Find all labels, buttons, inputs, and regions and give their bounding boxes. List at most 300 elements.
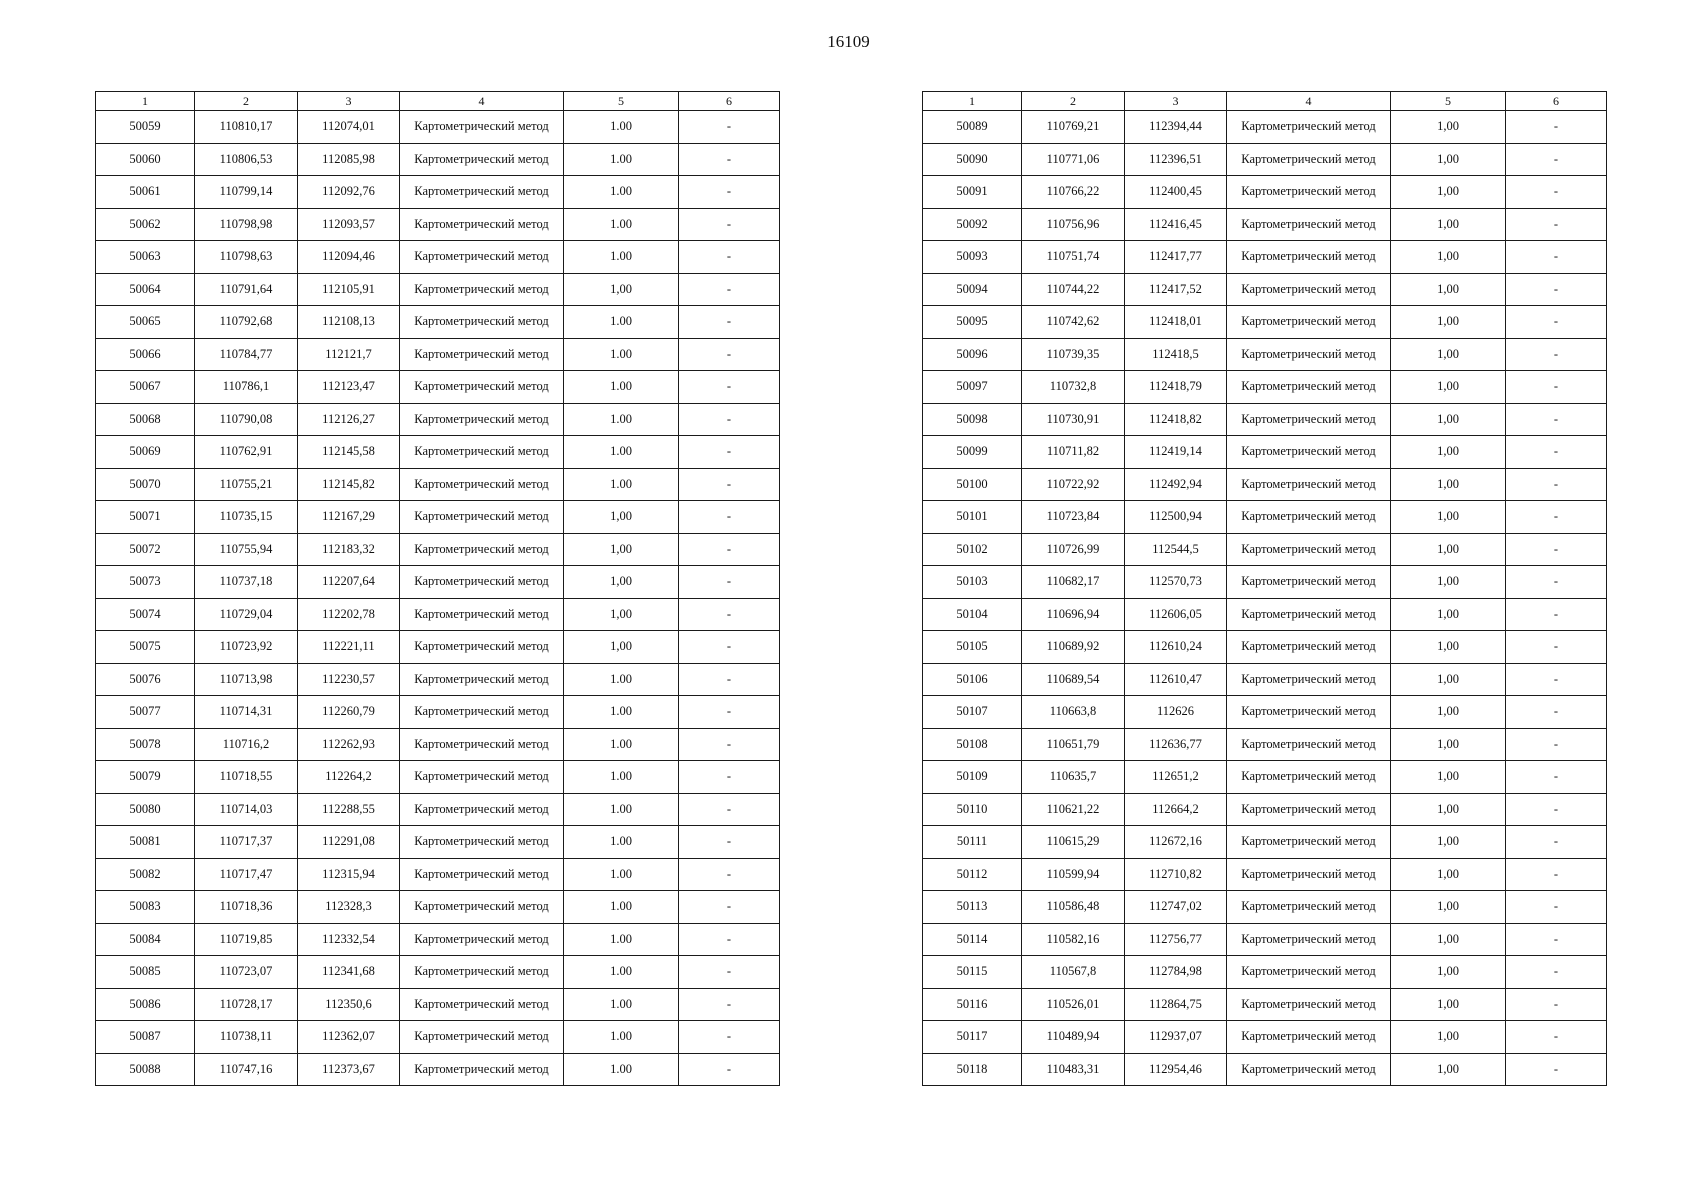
note-cell: - [1506, 631, 1607, 664]
y-coordinate-cell: 112672,16 [1125, 826, 1227, 859]
table-row [923, 241, 1607, 274]
precision-cell: 1,00 [1391, 306, 1506, 339]
precision-cell: 1,00 [564, 598, 679, 631]
note-cell: - [1506, 826, 1607, 859]
y-coordinate-cell: 112332,54 [298, 923, 400, 956]
y-coordinate-cell: 112288,55 [298, 793, 400, 826]
point-number-cell: 50080 [96, 793, 195, 826]
note-cell: - [1506, 988, 1607, 1021]
note-cell: - [679, 371, 780, 404]
method-cell: Картометрический метод [1227, 728, 1391, 761]
y-coordinate-cell: 112544,5 [1125, 533, 1227, 566]
column-header: 5 [1391, 92, 1506, 111]
point-number-cell: 50060 [96, 143, 195, 176]
y-coordinate-cell: 112418,82 [1125, 403, 1227, 436]
point-number-cell: 50097 [923, 371, 1022, 404]
point-number-cell: 50084 [96, 923, 195, 956]
method-cell: Картометрический метод [1227, 436, 1391, 469]
note-cell: - [1506, 696, 1607, 729]
note-cell: - [679, 988, 780, 1021]
note-cell: - [679, 143, 780, 176]
precision-cell: 1.00 [564, 1053, 679, 1086]
table-row [923, 663, 1607, 696]
x-coordinate-cell: 110567,8 [1022, 956, 1125, 989]
table-row [923, 273, 1607, 306]
method-cell: Картометрический метод [400, 566, 564, 599]
precision-cell: 1,00 [1391, 728, 1506, 761]
table-row [923, 566, 1607, 599]
point-number-cell: 50103 [923, 566, 1022, 599]
note-cell: - [1506, 403, 1607, 436]
y-coordinate-cell: 112417,52 [1125, 273, 1227, 306]
table-row [96, 403, 780, 436]
precision-cell: 1.00 [564, 793, 679, 826]
method-cell: Картометрический метод [1227, 306, 1391, 339]
x-coordinate-cell: 110716,2 [195, 728, 298, 761]
note-cell: - [679, 631, 780, 664]
point-number-cell: 50071 [96, 501, 195, 534]
y-coordinate-cell: 112291,08 [298, 826, 400, 859]
table-row [923, 208, 1607, 241]
point-number-cell: 50117 [923, 1021, 1022, 1054]
method-cell: Картометрический метод [400, 793, 564, 826]
precision-cell: 1.00 [564, 761, 679, 794]
y-coordinate-cell: 112636,77 [1125, 728, 1227, 761]
precision-cell: 1,00 [1391, 241, 1506, 274]
method-cell: Картометрический метод [400, 208, 564, 241]
point-number-cell: 50107 [923, 696, 1022, 729]
y-coordinate-cell: 112262,93 [298, 728, 400, 761]
point-number-cell: 50096 [923, 338, 1022, 371]
precision-cell: 1.00 [564, 663, 679, 696]
point-number-cell: 50111 [923, 826, 1022, 859]
y-coordinate-cell: 112418,5 [1125, 338, 1227, 371]
note-cell: - [1506, 566, 1607, 599]
table-header-row [923, 92, 1607, 111]
method-cell: Картометрический метод [400, 241, 564, 274]
note-cell: - [679, 403, 780, 436]
note-cell: - [1506, 761, 1607, 794]
method-cell: Картометрический метод [1227, 208, 1391, 241]
coordinates-table-left [95, 91, 780, 1086]
x-coordinate-cell: 110696,94 [1022, 598, 1125, 631]
precision-cell: 1,00 [1391, 501, 1506, 534]
x-coordinate-cell: 110717,37 [195, 826, 298, 859]
table-row [96, 208, 780, 241]
point-number-cell: 50114 [923, 923, 1022, 956]
method-cell: Картометрический метод [1227, 241, 1391, 274]
column-header: 6 [679, 92, 780, 111]
table-row [96, 761, 780, 794]
note-cell: - [1506, 338, 1607, 371]
note-cell: - [1506, 111, 1607, 144]
note-cell: - [1506, 241, 1607, 274]
point-number-cell: 50089 [923, 111, 1022, 144]
method-cell: Картометрический метод [1227, 176, 1391, 209]
table-row [96, 1053, 780, 1086]
y-coordinate-cell: 112145,58 [298, 436, 400, 469]
point-number-cell: 50099 [923, 436, 1022, 469]
column-header: 3 [1125, 92, 1227, 111]
table-row [96, 501, 780, 534]
x-coordinate-cell: 110483,31 [1022, 1053, 1125, 1086]
table-header-row [96, 92, 780, 111]
precision-cell: 1.00 [564, 338, 679, 371]
method-cell: Картометрический метод [1227, 468, 1391, 501]
x-coordinate-cell: 110798,63 [195, 241, 298, 274]
y-coordinate-cell: 112121,7 [298, 338, 400, 371]
page-number: 16109 [827, 32, 870, 51]
y-coordinate-cell: 112394,44 [1125, 111, 1227, 144]
method-cell: Картометрический метод [400, 696, 564, 729]
x-coordinate-cell: 110651,79 [1022, 728, 1125, 761]
point-number-cell: 50094 [923, 273, 1022, 306]
y-coordinate-cell: 112626 [1125, 696, 1227, 729]
table-row [96, 631, 780, 664]
note-cell: - [679, 436, 780, 469]
table-row [923, 988, 1607, 1021]
y-coordinate-cell: 112570,73 [1125, 566, 1227, 599]
point-number-cell: 50110 [923, 793, 1022, 826]
x-coordinate-cell: 110762,91 [195, 436, 298, 469]
x-coordinate-cell: 110766,22 [1022, 176, 1125, 209]
y-coordinate-cell: 112418,79 [1125, 371, 1227, 404]
x-coordinate-cell: 110635,7 [1022, 761, 1125, 794]
x-coordinate-cell: 110732,8 [1022, 371, 1125, 404]
y-coordinate-cell: 112373,67 [298, 1053, 400, 1086]
note-cell: - [1506, 208, 1607, 241]
precision-cell: 1,00 [1391, 663, 1506, 696]
method-cell: Картометрический метод [1227, 988, 1391, 1021]
note-cell: - [1506, 273, 1607, 306]
x-coordinate-cell: 110738,11 [195, 1021, 298, 1054]
point-number-cell: 50078 [96, 728, 195, 761]
note-cell: - [1506, 793, 1607, 826]
y-coordinate-cell: 112396,51 [1125, 143, 1227, 176]
x-coordinate-cell: 110586,48 [1022, 891, 1125, 924]
note-cell: - [679, 501, 780, 534]
note-cell: - [679, 306, 780, 339]
point-number-cell: 50098 [923, 403, 1022, 436]
table-row [923, 696, 1607, 729]
precision-cell: 1.00 [564, 696, 679, 729]
method-cell: Картометрический метод [400, 598, 564, 631]
precision-cell: 1,00 [1391, 338, 1506, 371]
point-number-cell: 50061 [96, 176, 195, 209]
note-cell: - [679, 533, 780, 566]
precision-cell: 1.00 [564, 143, 679, 176]
method-cell: Картометрический метод [1227, 696, 1391, 729]
point-number-cell: 50069 [96, 436, 195, 469]
note-cell: - [1506, 1053, 1607, 1086]
x-coordinate-cell: 110798,98 [195, 208, 298, 241]
method-cell: Картометрический метод [1227, 956, 1391, 989]
x-coordinate-cell: 110689,92 [1022, 631, 1125, 664]
point-number-cell: 50082 [96, 858, 195, 891]
method-cell: Картометрический метод [1227, 1053, 1391, 1086]
precision-cell: 1,00 [1391, 1053, 1506, 1086]
table-row [96, 988, 780, 1021]
method-cell: Картометрический метод [1227, 793, 1391, 826]
point-number-cell: 50077 [96, 696, 195, 729]
y-coordinate-cell: 112651,2 [1125, 761, 1227, 794]
x-coordinate-cell: 110735,15 [195, 501, 298, 534]
x-coordinate-cell: 110719,85 [195, 923, 298, 956]
x-coordinate-cell: 110737,18 [195, 566, 298, 599]
y-coordinate-cell: 112260,79 [298, 696, 400, 729]
precision-cell: 1,00 [1391, 696, 1506, 729]
x-coordinate-cell: 110742,62 [1022, 306, 1125, 339]
precision-cell: 1.00 [564, 956, 679, 989]
x-coordinate-cell: 110582,16 [1022, 923, 1125, 956]
x-coordinate-cell: 110739,35 [1022, 338, 1125, 371]
precision-cell: 1.00 [564, 371, 679, 404]
y-coordinate-cell: 112610,24 [1125, 631, 1227, 664]
x-coordinate-cell: 110599,94 [1022, 858, 1125, 891]
x-coordinate-cell: 110784,77 [195, 338, 298, 371]
table-row [923, 1021, 1607, 1054]
y-coordinate-cell: 112954,46 [1125, 1053, 1227, 1086]
note-cell: - [679, 956, 780, 989]
note-cell: - [1506, 956, 1607, 989]
x-coordinate-cell: 110526,01 [1022, 988, 1125, 1021]
y-coordinate-cell: 112126,27 [298, 403, 400, 436]
y-coordinate-cell: 112341,68 [298, 956, 400, 989]
x-coordinate-cell: 110790,08 [195, 403, 298, 436]
point-number-cell: 50085 [96, 956, 195, 989]
x-coordinate-cell: 110771,06 [1022, 143, 1125, 176]
method-cell: Картометрический метод [400, 1053, 564, 1086]
table-row [96, 858, 780, 891]
x-coordinate-cell: 110806,53 [195, 143, 298, 176]
x-coordinate-cell: 110718,55 [195, 761, 298, 794]
y-coordinate-cell: 112492,94 [1125, 468, 1227, 501]
table-row [923, 858, 1607, 891]
point-number-cell: 50067 [96, 371, 195, 404]
note-cell: - [679, 273, 780, 306]
table-body-left [96, 111, 780, 1086]
table-row [96, 891, 780, 924]
precision-cell: 1,00 [1391, 598, 1506, 631]
precision-cell: 1,00 [564, 631, 679, 664]
method-cell: Картометрический метод [1227, 403, 1391, 436]
method-cell: Картометрический метод [400, 956, 564, 989]
point-number-cell: 50104 [923, 598, 1022, 631]
x-coordinate-cell: 110723,07 [195, 956, 298, 989]
y-coordinate-cell: 112108,13 [298, 306, 400, 339]
table-row [96, 371, 780, 404]
precision-cell: 1.00 [564, 826, 679, 859]
note-cell: - [679, 1053, 780, 1086]
point-number-cell: 50113 [923, 891, 1022, 924]
precision-cell: 1,00 [1391, 923, 1506, 956]
method-cell: Картометрический метод [400, 631, 564, 664]
point-number-cell: 50065 [96, 306, 195, 339]
precision-cell: 1.00 [564, 436, 679, 469]
point-number-cell: 50075 [96, 631, 195, 664]
y-coordinate-cell: 112230,57 [298, 663, 400, 696]
method-cell: Картометрический метод [400, 501, 564, 534]
note-cell: - [679, 241, 780, 274]
method-cell: Картометрический метод [1227, 891, 1391, 924]
method-cell: Картометрический метод [1227, 533, 1391, 566]
y-coordinate-cell: 112315,94 [298, 858, 400, 891]
table-row [923, 403, 1607, 436]
table-row [96, 598, 780, 631]
y-coordinate-cell: 112093,57 [298, 208, 400, 241]
precision-cell: 1,00 [1391, 208, 1506, 241]
x-coordinate-cell: 110714,03 [195, 793, 298, 826]
x-coordinate-cell: 110792,68 [195, 306, 298, 339]
note-cell: - [1506, 468, 1607, 501]
note-cell: - [679, 566, 780, 599]
y-coordinate-cell: 112264,2 [298, 761, 400, 794]
table-row [923, 1053, 1607, 1086]
table-row [96, 566, 780, 599]
point-number-cell: 50070 [96, 468, 195, 501]
point-number-cell: 50116 [923, 988, 1022, 1021]
method-cell: Картометрический метод [400, 338, 564, 371]
note-cell: - [679, 891, 780, 924]
precision-cell: 1,00 [1391, 273, 1506, 306]
x-coordinate-cell: 110713,98 [195, 663, 298, 696]
method-cell: Картометрический метод [400, 306, 564, 339]
table-row [923, 761, 1607, 794]
point-number-cell: 50095 [923, 306, 1022, 339]
table-row [923, 306, 1607, 339]
precision-cell: 1,00 [1391, 826, 1506, 859]
x-coordinate-cell: 110621,22 [1022, 793, 1125, 826]
precision-cell: 1,00 [1391, 111, 1506, 144]
y-coordinate-cell: 112664,2 [1125, 793, 1227, 826]
table-row [923, 533, 1607, 566]
precision-cell: 1,00 [1391, 988, 1506, 1021]
precision-cell: 1.00 [564, 208, 679, 241]
precision-cell: 1,00 [1391, 468, 1506, 501]
table-row [923, 728, 1607, 761]
precision-cell: 1,00 [564, 566, 679, 599]
table-row [96, 923, 780, 956]
point-number-cell: 50092 [923, 208, 1022, 241]
y-coordinate-cell: 112864,75 [1125, 988, 1227, 1021]
point-number-cell: 50109 [923, 761, 1022, 794]
method-cell: Картометрический метод [1227, 501, 1391, 534]
y-coordinate-cell: 112145,82 [298, 468, 400, 501]
y-coordinate-cell: 112756,77 [1125, 923, 1227, 956]
note-cell: - [679, 793, 780, 826]
note-cell: - [679, 728, 780, 761]
note-cell: - [1506, 436, 1607, 469]
precision-cell: 1.00 [564, 858, 679, 891]
precision-cell: 1,00 [1391, 403, 1506, 436]
point-number-cell: 50088 [96, 1053, 195, 1086]
precision-cell: 1.00 [564, 111, 679, 144]
point-number-cell: 50087 [96, 1021, 195, 1054]
y-coordinate-cell: 112221,11 [298, 631, 400, 664]
x-coordinate-cell: 110744,22 [1022, 273, 1125, 306]
y-coordinate-cell: 112202,78 [298, 598, 400, 631]
precision-cell: 1,00 [1391, 631, 1506, 664]
point-number-cell: 50066 [96, 338, 195, 371]
precision-cell: 1,00 [1391, 761, 1506, 794]
method-cell: Картометрический метод [400, 891, 564, 924]
y-coordinate-cell: 112747,02 [1125, 891, 1227, 924]
y-coordinate-cell: 112362,07 [298, 1021, 400, 1054]
point-number-cell: 50100 [923, 468, 1022, 501]
precision-cell: 1,00 [1391, 793, 1506, 826]
x-coordinate-cell: 110722,92 [1022, 468, 1125, 501]
point-number-cell: 50064 [96, 273, 195, 306]
method-cell: Картометрический метод [400, 143, 564, 176]
table-row [96, 143, 780, 176]
precision-cell: 1.00 [564, 241, 679, 274]
table-row [923, 631, 1607, 664]
table-row [96, 728, 780, 761]
note-cell: - [1506, 858, 1607, 891]
coordinates-table-right [922, 91, 1607, 1086]
table-row [923, 468, 1607, 501]
point-number-cell: 50118 [923, 1053, 1022, 1086]
table-row [923, 111, 1607, 144]
precision-cell: 1.00 [564, 988, 679, 1021]
table-row [923, 826, 1607, 859]
table-row [96, 241, 780, 274]
note-cell: - [1506, 663, 1607, 696]
column-header: 2 [195, 92, 298, 111]
column-header: 6 [1506, 92, 1607, 111]
column-header: 4 [1227, 92, 1391, 111]
point-number-cell: 50112 [923, 858, 1022, 891]
note-cell: - [679, 923, 780, 956]
table-row [923, 143, 1607, 176]
method-cell: Картометрический метод [1227, 566, 1391, 599]
method-cell: Картометрический метод [400, 728, 564, 761]
precision-cell: 1,00 [1391, 533, 1506, 566]
x-coordinate-cell: 110755,21 [195, 468, 298, 501]
table-row [96, 273, 780, 306]
point-number-cell: 50105 [923, 631, 1022, 664]
point-number-cell: 50115 [923, 956, 1022, 989]
y-coordinate-cell: 112092,76 [298, 176, 400, 209]
x-coordinate-cell: 110728,17 [195, 988, 298, 1021]
note-cell: - [679, 111, 780, 144]
note-cell: - [1506, 598, 1607, 631]
y-coordinate-cell: 112710,82 [1125, 858, 1227, 891]
column-header: 3 [298, 92, 400, 111]
note-cell: - [679, 696, 780, 729]
note-cell: - [1506, 306, 1607, 339]
note-cell: - [1506, 371, 1607, 404]
x-coordinate-cell: 110689,54 [1022, 663, 1125, 696]
x-coordinate-cell: 110755,94 [195, 533, 298, 566]
y-coordinate-cell: 112610,47 [1125, 663, 1227, 696]
x-coordinate-cell: 110718,36 [195, 891, 298, 924]
table-row [923, 891, 1607, 924]
method-cell: Картометрический метод [400, 858, 564, 891]
table-body-right [923, 111, 1607, 1086]
y-coordinate-cell: 112784,98 [1125, 956, 1227, 989]
precision-cell: 1.00 [564, 468, 679, 501]
x-coordinate-cell: 110729,04 [195, 598, 298, 631]
precision-cell: 1.00 [564, 891, 679, 924]
note-cell: - [1506, 728, 1607, 761]
x-coordinate-cell: 110726,99 [1022, 533, 1125, 566]
table-row [923, 436, 1607, 469]
y-coordinate-cell: 112418,01 [1125, 306, 1227, 339]
point-number-cell: 50090 [923, 143, 1022, 176]
note-cell: - [1506, 501, 1607, 534]
y-coordinate-cell: 112167,29 [298, 501, 400, 534]
